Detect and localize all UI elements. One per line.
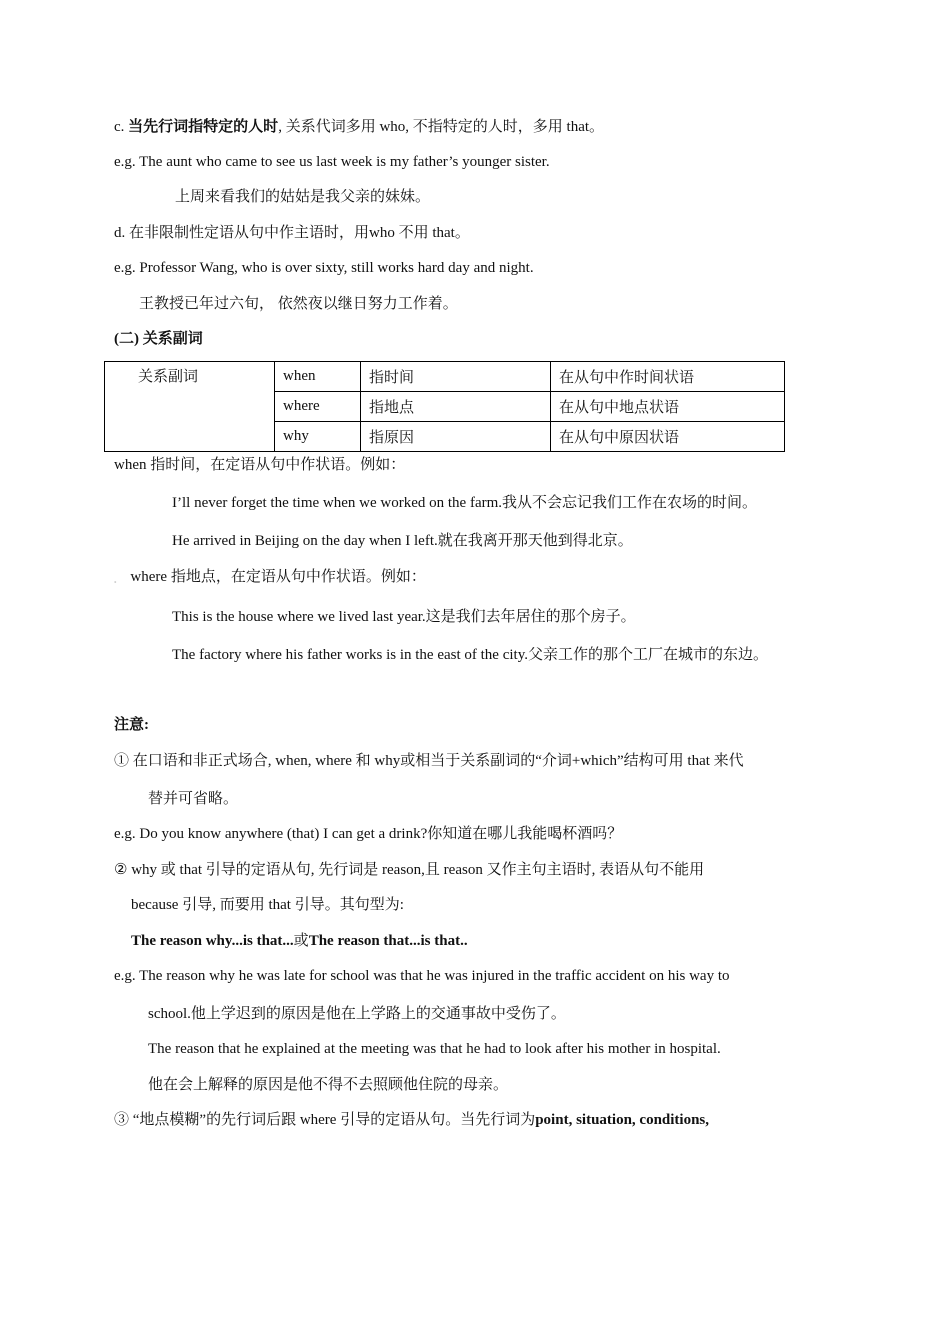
item-c: c. 当先行词指特定的人时, 关系代词多用 who, 不指特定的人时，多用 that。 bbox=[114, 119, 605, 135]
example-1: e.g. The aunt who came to see us last week is my father’s younger sister. bbox=[114, 154, 550, 170]
example-2: e.g. Professor Wang, who is over sixty, still works hard day and night. bbox=[114, 260, 534, 276]
when-example-2: He arrived in Beijing on the day when I left.就在我离开那天他到得北京。 bbox=[172, 533, 633, 549]
note-2-pattern: The reason why...is that...或The reason that...is that.. bbox=[131, 933, 468, 949]
note-1-line-1: ① 在口语和非正式场合, when, where 和 why或相当于关系副词的“介词+which”结构可用 that 来代 bbox=[114, 753, 744, 769]
table-cell-meaning: 指时间 bbox=[361, 362, 551, 392]
item-d: d. 在非限制性定语从句中作主语时，用who 不用 that。 bbox=[114, 225, 470, 241]
table-cell-function: 在从句中原因状语 bbox=[551, 422, 785, 452]
bullet-mark: ˳ bbox=[114, 574, 117, 583]
note-3-line-1: ③ “地点模糊”的先行词后跟 where 引导的定语从句。当先行词为point, situation, conditions, bbox=[114, 1112, 710, 1128]
table-cell-function: 在从句中地点状语 bbox=[551, 392, 785, 422]
section-title-relative-adverbs: (二) 关系副词 bbox=[114, 331, 203, 347]
note-2-example-1-line-1: e.g. The reason why he was late for school was that he was injured in the traffic accident on his way to bbox=[114, 968, 730, 984]
note-title: 注意: bbox=[114, 717, 149, 733]
when-intro: when 指时间，在定语从句中作状语。例如： bbox=[114, 457, 406, 473]
table-cell-word: when bbox=[275, 362, 361, 392]
note-2-example-1-line-2: school.他上学迟到的原因是他在上学路上的交通事故中受伤了。 bbox=[148, 1006, 566, 1022]
table-row bbox=[105, 362, 785, 392]
example-2-translation: 王教授已年过六旬， 依然夜以继日努力工作着。 bbox=[139, 296, 458, 312]
table-cell-word: where bbox=[275, 392, 361, 422]
note-1-example: e.g. Do you know anywhere (that) I can get a drink?你知道在哪儿我能喝杯酒吗？ bbox=[114, 826, 623, 842]
table-cell-word: why bbox=[275, 422, 361, 452]
note-2-line-1: ② why 或 that 引导的定语从句, 先行词是 reason,且 reason 又作主句主语时, 表语从句不能用 bbox=[114, 862, 705, 878]
when-example-1: I’ll never forget the time when we worked on the farm.我从不会忘记我们工作在农场的时间。 bbox=[172, 495, 758, 511]
example-1-translation: 上周来看我们的姑姑是我父亲的妹妹。 bbox=[175, 189, 431, 205]
table-cell-meaning: 指原因 bbox=[361, 422, 551, 452]
table-cell-meaning: 指地点 bbox=[361, 392, 551, 422]
item-c-bold: 当先行词指特定的人时 bbox=[128, 119, 279, 135]
relative-adverb-table bbox=[104, 361, 785, 452]
where-example-2: The factory where his father works is in the east of the city.父亲工作的那个工厂在城市的东边。 bbox=[172, 647, 768, 663]
where-intro-line: ˳ where 指地点，在定语从句中作状语。例如： bbox=[114, 569, 426, 585]
note-1-line-2: 替并可省略。 bbox=[148, 791, 239, 807]
where-example-1: This is the house where we lived last year.这是我们去年居住的那个房子。 bbox=[172, 609, 636, 625]
table-header-cell: 关系副词 bbox=[105, 362, 275, 452]
note-2-example-2-line-2: 他在会上解释的原因是他不得不去照顾他住院的母亲。 bbox=[148, 1077, 509, 1093]
note-2-line-2: because 引导, 而要用 that 引导。其句型为: bbox=[131, 897, 404, 913]
note-2-example-2-line-1: The reason that he explained at the meeting was that he had to look after his mother in hospital. bbox=[148, 1041, 721, 1057]
table-cell-function: 在从句中作时间状语 bbox=[551, 362, 785, 392]
